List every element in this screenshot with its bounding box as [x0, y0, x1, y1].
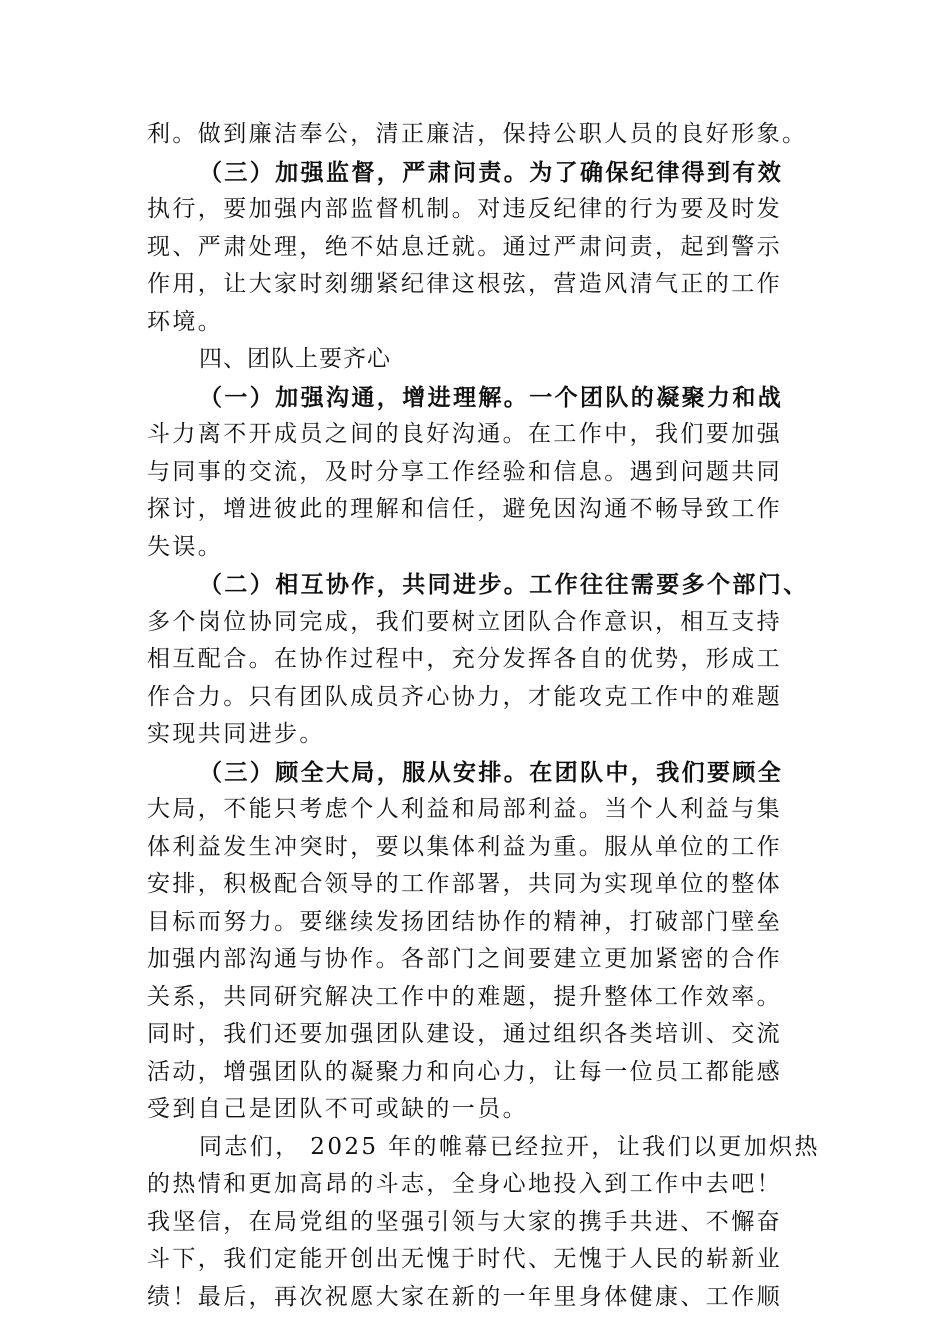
- section-heading: 四、团队上要齐心: [199, 346, 391, 372]
- paragraph-line: 执行，要加强内部监督机制。对违反纪律的行为要及时发: [147, 196, 782, 222]
- paragraph-line: 关系，共同研究解决工作中的难题，提升整体工作效率。: [147, 983, 782, 1010]
- subsection-heading-line: （二）相互协作，共同进步。工作往往需要多个部门、: [199, 571, 809, 598]
- paragraph-line: 作用，让大家时刻绷紧纪律这根弦，营造风清气正的工作: [147, 271, 782, 297]
- paragraph-line: 加强内部沟通与协作。各部门之间要建立更加紧密的合作: [147, 946, 782, 972]
- paragraph-line: 与同事的交流，及时分享工作经验和信息。遇到问题共同: [147, 458, 782, 485]
- paragraph-line: 同志们， 2025 年的帷幕已经拉开，让我们以更加炽热: [199, 1133, 820, 1160]
- paragraph-line: 多个岗位协同完成，我们要树立团队合作意识，相互支持: [147, 608, 782, 635]
- paragraph-line: 斗力离不开成员之间的良好沟通。在工作中，我们要加强: [147, 421, 782, 447]
- paragraph-line: 失误。: [147, 533, 224, 560]
- subsection-heading-line: （一）加强沟通，增进理解。一个团队的凝聚力和战: [199, 383, 784, 411]
- document-body: [147, 116, 820, 1316]
- paragraph-line: 绩！最后，再次祝愿大家在新的一年里身体健康、工作顺: [147, 1283, 782, 1310]
- paragraph-line: 受到自己是团队不可或缺的一员。: [147, 1096, 528, 1122]
- paragraph-line: 安排，积极配合领导的工作部署，共同为实现单位的整体: [147, 871, 782, 897]
- paragraph-line: 现、严肃处理，绝不姑息迁就。通过严肃问责，起到警示: [147, 233, 782, 260]
- subsection-heading-line: （三）加强监督，严肃问责。为了确保纪律得到有效: [199, 158, 784, 186]
- paragraph-line: 作合力。只有团队成员齐心协力，才能攻克工作中的难题: [147, 683, 782, 710]
- paragraph-line: 的热情和更加高昂的斗志，全身心地投入到工作中去吧！: [147, 1171, 782, 1197]
- paragraph-line: 环境。: [147, 308, 224, 335]
- paragraph-line: 大局，不能只考虑个人利益和局部利益。当个人利益与集: [147, 796, 782, 822]
- paragraph-line: 实现共同进步。: [147, 721, 325, 747]
- paragraph-line: 我坚信，在局党组的坚强引领与大家的携手共进、不懈奋: [147, 1208, 782, 1235]
- paragraph-line: 探讨，增进彼此的理解和信任，避免因沟通不畅导致工作: [147, 496, 782, 522]
- paragraph-line: 同时，我们还要加强团队建设，通过组织各类培训、交流: [147, 1021, 782, 1047]
- paragraph-line: 斗下，我们定能开创出无愧于时代、无愧于人民的崭新业: [147, 1246, 782, 1272]
- paragraph-line: 目标而努力。要继续发扬团结协作的精神，打破部门壁垒: [147, 908, 782, 935]
- paragraph-line: 活动，增强团队的凝聚力和向心力，让每一位员工都能感: [147, 1058, 782, 1085]
- paragraph-line: 利。做到廉洁奉公，清正廉洁，保持公职人员的良好形象。: [147, 121, 808, 147]
- paragraph-line: 相互配合。在协作过程中，充分发挥各自的优势，形成工: [147, 646, 782, 672]
- paragraph-line: 体利益发生冲突时，要以集体利益为重。服从单位的工作: [147, 833, 782, 860]
- subsection-heading-line: （三）顾全大局，服从安排。在团队中，我们要顾全: [199, 758, 784, 786]
